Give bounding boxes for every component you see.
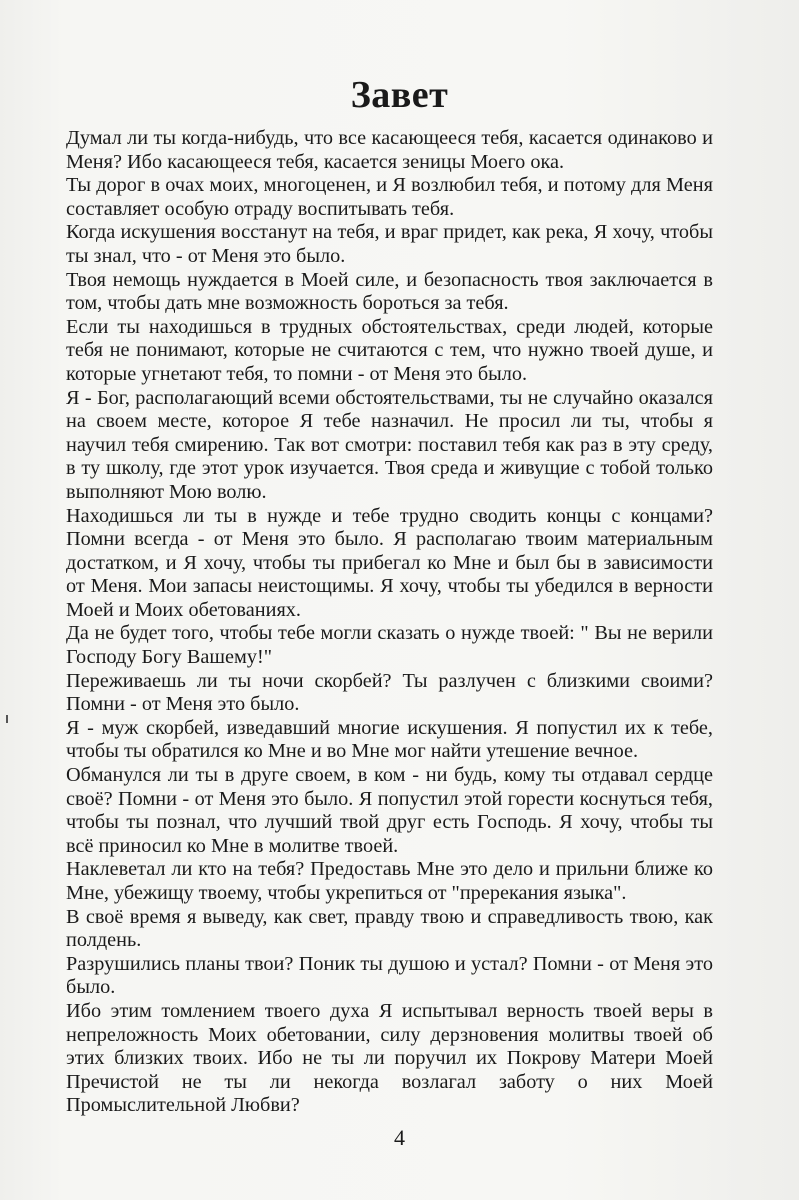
paragraph-7: Находишься ли ты в нужде и тебе трудно сводить концы с концами? Помни всегда - от Меня это было. Я располагаю твоим материальным достатком, и Я хочу, чтобы ты прибегал ко Мне и был бы в зависимости от Меня. Мои запасы неистощимы. Я хочу, чтобы ты убедился в верности Моей и Моих обетованиях.: [66, 504, 713, 621]
paragraph-5: Если ты находишься в трудных обстоятельствах, среди людей, которые тебя не понимают, которые не считаются с тем, что нужно твоей душе, и которые угнетают тебя, то помни - от Меня это было.: [66, 315, 713, 385]
paragraph-1: Думал ли ты когда-нибудь, что все касающееся тебя, касается одинаково и Меня? Ибо касающееся тебя, касается зеницы Моего ока.: [66, 127, 713, 173]
paragraph-10: Я - муж скорбей, изведавший многие искушения. Я попустил их к тебе, чтобы ты обратился ко Мне и во Мне мог найти утешение вечное.: [66, 716, 713, 763]
margin-mark: [6, 715, 8, 723]
paragraph-14: Разрушились планы твои? Поник ты душою и устал? Помни - от Меня это было.: [66, 952, 713, 999]
paragraph-9: Переживаешь ли ты ночи скорбей? Ты разлучен с близкими своими? Помни - от Меня это было.: [66, 669, 713, 716]
body-text: [66, 127, 713, 1118]
paragraph-2: Ты дорог в очах моих, многоценен, и Я возлюбил тебя, и потому для Меня составляет особую отраду воспитывать тебя.: [66, 174, 713, 220]
paragraph-11: Обманулся ли ты в друге своем, в ком - ни будь, кому ты отдавал сердце своё? Помни - от Меня это было. Я попустил этой горести коснуться тебя, чтобы ты познал, что лучший твой друг есть Господь. Я хочу, чтобы ты всё приносил ко Мне в молитве твоей.: [66, 764, 713, 857]
paragraph-6: Я - Бог, располагающий всеми обстоятельствами, ты не случайно оказался на своем месте, которое Я тебе назначил. Не просил ли ты, чтобы я научил тебя смирению. Так вот смотри: поставил тебя как раз в эту среду, в ту школу, где этот урок изучается. Твоя среда и живущие с тобой только выполняют Мою волю.: [66, 386, 713, 503]
paragraph-8: Да не будет того, чтобы тебе могли сказать о нужде твоей: " Вы не верили Господу Богу Вашему!": [66, 622, 713, 669]
paragraph-4: Твоя немощь нуждается в Моей силе, и безопасность твоя заключается в том, чтобы дать мне возможность бороться за тебя.: [66, 268, 713, 315]
page-number: 4: [394, 1125, 405, 1150]
paragraph-3: Когда искушения восстанут на тебя, и враг придет, как река, Я хочу, чтобы ты знал, что - от Меня это было.: [66, 221, 713, 267]
page-title: Завет: [350, 74, 449, 116]
paragraph-12: Наклеветал ли кто на тебя? Предоставь Мне это дело и прильни ближе ко Мне, убежищу твоему, чтобы укрепиться от "пререкания языка".: [66, 858, 713, 904]
paragraph-15: Ибо этим томлением твоего духа Я испытывал верность твоей веры в непреложность Моих обетовании, силу дерзновения молитвы твоей об этих близких твоих. Ибо не ты ли поручил их Покрову Матери Моей Пречистой не ты ли некогда возлагал заботу о них Моей Промыслительной Любви?: [66, 999, 713, 1117]
paragraph-13: В своё время я выведу, как свет, правду твою и справедливость твою, как полдень.: [66, 905, 713, 952]
